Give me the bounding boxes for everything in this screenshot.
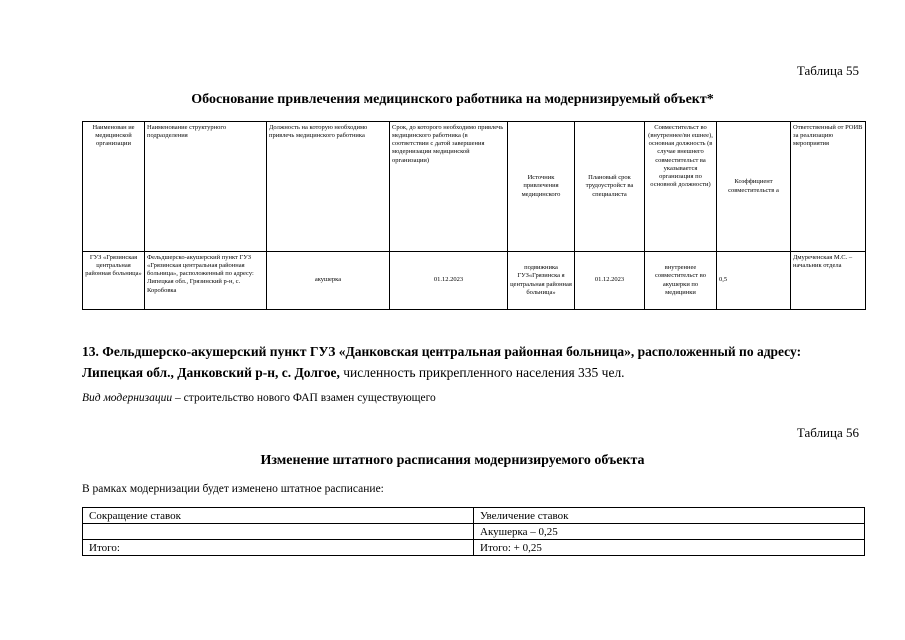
header-org: Наименован ие медицинской организации [83,122,145,252]
header-coefficient: Коэффициент совместительств а [717,122,791,252]
cell-decrease [83,524,474,540]
modernization-value: – строительство нового ФАП взамен существующего [172,392,436,404]
header-decrease: Сокращение ставок [83,508,474,524]
table-row [83,508,865,524]
table-56-number: Таблица 56 [796,425,859,440]
cell-deadline: 01.12.2023 [390,252,508,310]
modernization-type [82,392,436,404]
cell-responsible: Дмуреченская М.С. – начальник отдела [791,252,866,310]
table-56-title: Изменение штатного расписания модернизируемого объекта [260,453,645,468]
table-55 [82,121,866,310]
section-13-bold: 13. Фельдшерско-акушерский пункт ГУЗ «Данковская центральная районная больница», расположенный по адресу: Липецкая обл., Данковский р-н, с. Долгое, [82,344,802,380]
table-row [83,524,865,540]
section-13-heading [82,342,862,384]
table-row [83,252,866,310]
total-decrease: Итого: [83,540,474,556]
table-55-number: Таблица 55 [796,63,859,78]
modernization-label: Вид модернизации [82,392,173,404]
table-row [83,540,865,556]
cell-source: подвижника ГУЗ«Грязинска я центральная районная больница» [508,252,575,310]
cell-combination: внутреннее совместительст во акушерки по медицинки [645,252,717,310]
table-55-header-row [83,122,866,252]
header-unit: Наименование структурного подразделения [145,122,267,252]
header-source: Источник привлечения медицинского [508,122,575,252]
cell-increase: Акушерка – 0,25 [474,524,865,540]
total-increase: Итого: + 0,25 [474,540,865,556]
header-position: Должность на которую необходимо привлечь медицинского работника [267,122,390,252]
cell-org: ГУЗ «Грязинская центральная районная больница» [83,252,145,310]
cell-coefficient: 0,5 [717,252,791,310]
table-55-title: Обоснование привлечения медицинского работника на модернизируемый объект* [191,92,714,107]
header-deadline: Срок, до которого необходимо привлечь медицинского работника (в соответствии с датой завершения модернизации медицинской организации) [390,122,508,252]
section-13-normal: численность прикрепленного населения 335 чел. [339,364,625,380]
cell-unit: Фельдшерско-акушерский пункт ГУЗ «Грязинская центральная районная больница», расположенный по адресу: Липецкая обл., Грязинский р-н, с. Коробовка [145,252,267,310]
table-56 [82,507,865,556]
header-plan-date: Плановый срок трудоустройст ва специалиста [575,122,645,252]
table-56-intro: В рамках модернизации будет изменено штатное расписание: [82,483,384,495]
cell-position: акушерка [267,252,390,310]
header-increase: Увеличение ставок [474,508,865,524]
header-responsible: Ответственный от РОИВ за реализацию мероприятия [791,122,866,252]
cell-plan-date: 01.12.2023 [575,252,645,310]
header-combination: Совместительст во (внутреннее/вн ешнее), основная должность (в случае внешнего совместительст ва указывается организация по основной должности) [645,122,717,252]
